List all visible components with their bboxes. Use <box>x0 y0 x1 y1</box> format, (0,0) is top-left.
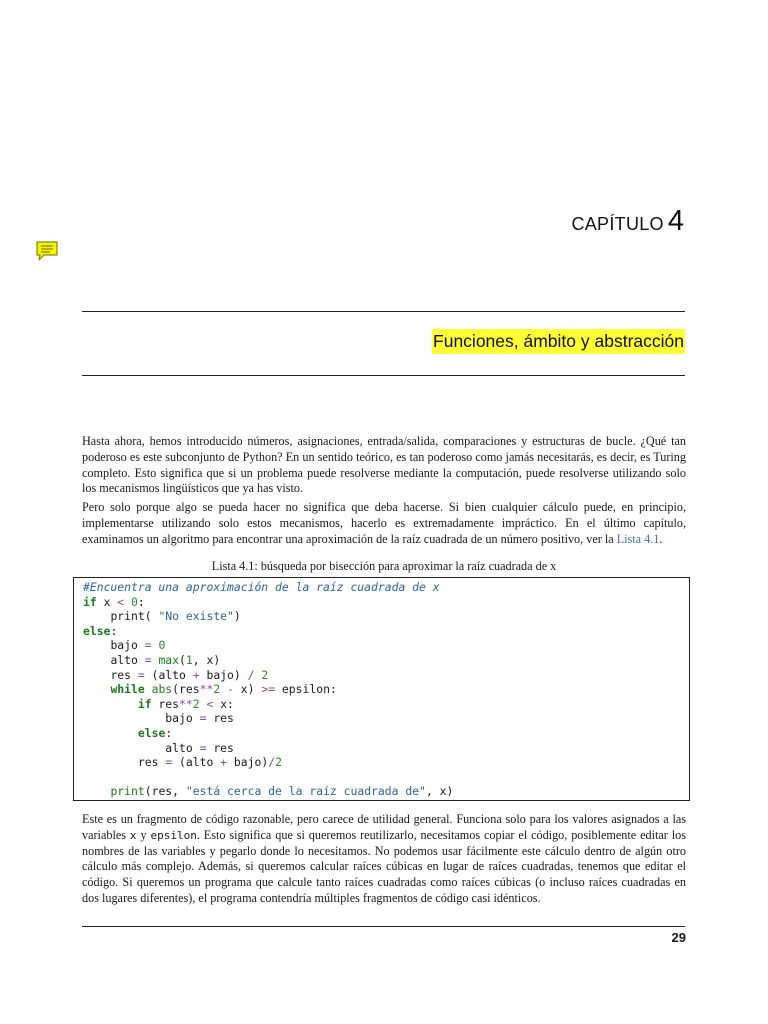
intro-paragraph: Hasta ahora, hemos introducido números, asignaciones, entrada/salida, comparaciones y estructuras de bucle. ¿Qué tan poderoso es este subconjunto de Python? En un sentido teórico, es tan poderoso como jamás necesitarás, es decir, es Turing completo. Esto significa que si un problema puede resolverse mediante la computación, puede resolverse utilizando solo los mecanismos lingüísticos que ya has visto. <box>82 434 686 496</box>
code-line-8: while abs(res**2 - x) >= epsilon: <box>110 682 337 697</box>
third-paragraph <box>82 812 686 907</box>
code-line-11: else: <box>137 725 173 740</box>
second-paragraph-text: Pero solo porque algo se pueda hacer no significa que deba hacerse. Si bien cualquier cálculo puede, en principio, implementarse utilizando solo estos mecanismos, hacerlo es extremadamente impráctico. En el último capítulo, examinamos un algoritmo para encontrar una aproximación de la raíz cuadrada de un número positivo, ver la <box>82 500 686 546</box>
page-number: 29 <box>671 930 686 945</box>
code-line-13: res = (alto + bajo)/2 <box>137 755 282 770</box>
code-line-3: print( "No existe") <box>110 609 241 624</box>
chapter-number: 4 <box>667 205 684 237</box>
listing-link[interactable]: Lista 4.1 <box>616 531 660 546</box>
chapter-title: Funciones, ámbito y abstracción <box>432 329 685 354</box>
speech-bubble-note-icon[interactable] <box>35 240 59 262</box>
inline-code-x: x <box>129 828 137 842</box>
code-block <box>83 580 453 799</box>
code-line-9: if res**2 < x: <box>137 696 234 711</box>
code-line-12: alto = res <box>165 740 234 755</box>
top-rule <box>82 311 685 312</box>
code-line-2: if x < 0: <box>83 594 145 609</box>
chapter-label: CAPÍTULO <box>571 214 664 234</box>
code-line-14 <box>83 770 453 785</box>
code-line-5: bajo = 0 <box>110 638 166 653</box>
code-line-4: else: <box>83 623 118 638</box>
third-paragraph-part1: Este es un fragmento de código razonable, pero carece de utilidad general. Funciona solo para los valores asignados a las variables <box>82 812 686 842</box>
footer-rule <box>82 926 685 927</box>
code-listing <box>73 577 690 801</box>
code-line-6: alto = max(1, x) <box>110 652 221 667</box>
second-paragraph <box>82 500 686 547</box>
code-line-1: #Encuentra una aproximación de la raíz cuadrada de x <box>83 580 440 594</box>
code-line-15: print(res, "está cerca de la raíz cuadrada de", x) <box>110 784 454 799</box>
code-line-7: res = (alto + bajo) / 2 <box>110 667 269 682</box>
chapter-heading <box>571 205 684 238</box>
third-paragraph-part2: y <box>136 827 151 842</box>
second-paragraph-end: . <box>659 531 663 546</box>
listing-caption: Lista 4.1: búsqueda por bisección para aproximar la raíz cuadrada de x <box>211 559 557 573</box>
third-paragraph-part3: . Esto significa que si queremos reutilizarlo, necesitamos copiar el código, posiblemente editar los nombres de las variables y pegarlo donde lo necesitamos. No podemos usar fácilmente este cálculo dentro de algún otro cálculo más complejo. Además, si queremos calcular raíces cúbicas en lugar de raíces cuadradas, tenemos que editar el código. Si queremos un programa que calcule tanto raíces cuadradas como raíces cúbicas (o incluso raíces cuadradas en dos lugares diferentes), el programa contendría múltiples fragmentos de código casi idénticos. <box>82 827 686 905</box>
bottom-rule <box>82 375 685 376</box>
inline-code-epsilon: epsilon <box>150 828 197 842</box>
code-line-10: bajo = res <box>165 711 234 726</box>
